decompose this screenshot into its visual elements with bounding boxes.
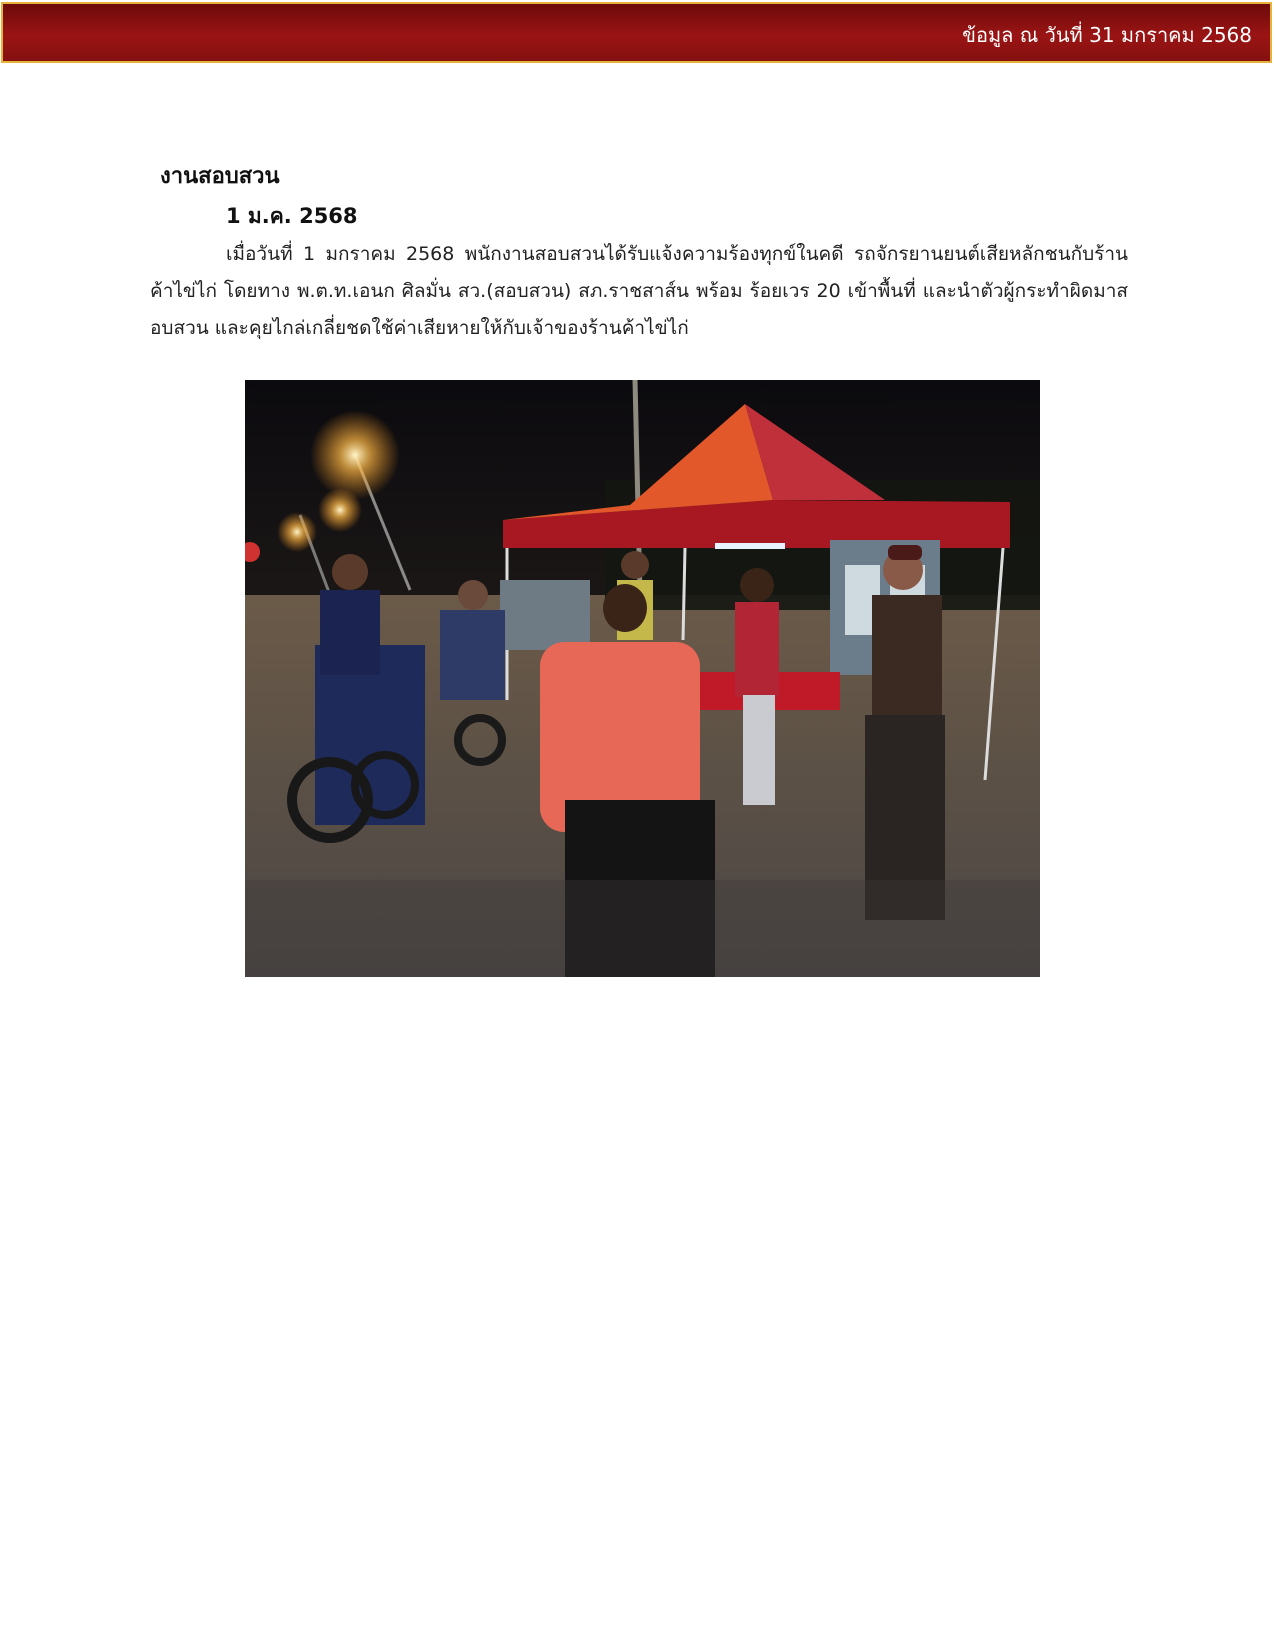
entry-body-paragraph: เมื่อวันที่ 1 มกราคม 2568 พนักงานสอบสวนได้รับแจ้งความร้องทุกข์ในคดี รถจักรยานยนต์เสียหลักชนกับร้านค้าไข่ไก่ โดยทาง พ.ต.ท.เอนก ศิลมั่น สว.(สอบสวน) สภ.ราชสาส์น พร้อม ร้อยเวร 20 เข้าพื้นที่ และนำตัวผู้กระทำผิดมาสอบสวน และคุยไกล่เกลี่ยชดใช้ค่าเสียหายให้กับเจ้าของร้านค้าไข่ไก่	[150, 243, 1128, 339]
night-scene-photo	[245, 380, 1040, 977]
section-title: งานสอบสวน	[160, 164, 280, 189]
night-scene-illustration	[245, 380, 1040, 977]
header-date-text: ข้อมูล ณ วันที่ 31 มกราคม 2568	[962, 23, 1252, 47]
header-banner	[1, 2, 1272, 63]
entry-date: 1 ม.ค. 2568	[226, 204, 358, 228]
